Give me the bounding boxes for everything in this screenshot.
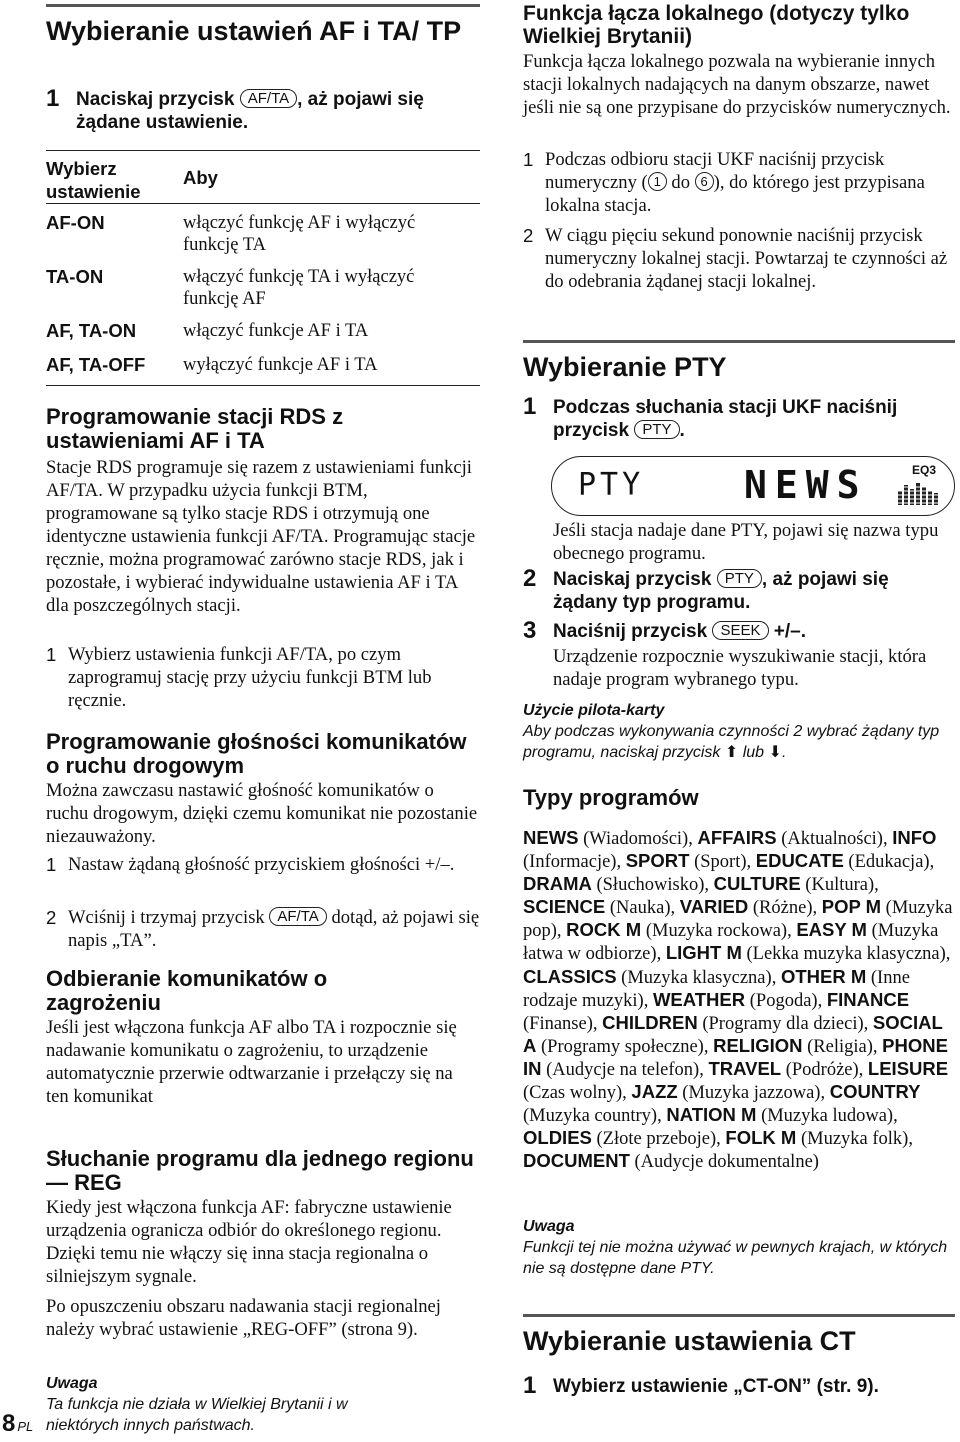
program-type-code: OTHER M [780, 965, 867, 987]
program-type-code: SOCIAL A [523, 1011, 943, 1056]
step-number: 2 [46, 907, 57, 928]
note-text: Ta funkcja nie działa w Wielkiej Brytanii i w niektórych innych państwach. [46, 1396, 348, 1434]
lcd-eq-label: EQ3 [911, 463, 936, 477]
step-number: 2 [523, 225, 534, 246]
program-type-code: VARIED [679, 896, 749, 918]
program-type-item [680, 898, 813, 918]
program-type-description: (Różne) [752, 898, 813, 919]
volume-step-1 [46, 853, 480, 876]
program-type-description: (Programy dla dzieci) [702, 1013, 864, 1034]
step-number: 2 [523, 565, 537, 592]
heading-emergency: Odbieranie komunikatów o zagrożeniu [46, 966, 328, 1015]
program-type-code: LEISURE [867, 1057, 949, 1079]
program-type-code: INFO [892, 827, 937, 848]
heading-program-types: Typy programów [523, 785, 699, 810]
program-type-code: WEATHER [652, 988, 746, 1010]
program-type-description: (Złote przeboje) [596, 1129, 717, 1150]
program-type-description: (Słuchowisko) [596, 875, 705, 896]
step-text: W ciągu pięciu sekund ponownie naciśnij przycisk numeryczny lokalnej stacji. Powtarzaj te czynności aż do odebrania żądanej stacji lokalnej. [545, 225, 948, 292]
setting-key: TA-ON [46, 265, 104, 287]
program-type-code: DOCUMENT [523, 1150, 630, 1172]
program-type-description: (Podróże) [785, 1059, 859, 1080]
table-row [46, 348, 480, 386]
program-type-code: JAZZ [631, 1081, 678, 1103]
paragraph-volume: Można zawczasu nastawić głośność komunikatów o ruchu drogowym, dzięki czemu komunikat nie pozostanie niezauważony. [46, 780, 478, 847]
setting-key: AF-ON [46, 212, 105, 233]
number-1-button-icon: 1 [648, 172, 667, 191]
program-type-item [523, 829, 688, 849]
setting-key: AF, TA-ON [46, 319, 137, 341]
program-type-code: FINANCE [826, 988, 910, 1010]
step-number: 1 [46, 854, 57, 875]
step-text-mid: do [666, 172, 695, 193]
program-type-item [697, 829, 883, 849]
program-types-list: NEWS (Wiadomości), AFFAIRS (Aktualności), INFO (Informacje), SPORT (Sport), EDUCATE (Edukacja), DRAMA (Słuchowisko), CULTURE (Kultura), SCIENCE (Nauka), VARIED (Różne), POP M (Muzyka pop), ROCK M (Muzyka rockowa), EASY M (Muzyka łatwa w odbiorze), LIGHT M (Lekka muzyka klasyczna), CLASSICS (Muzyka klasyczna), OTHER M (Inne rodzaje muzyki), WEATHER (Pogoda), FINANCE (Finanse), CHILDREN (Programy dla dzieci), SOCIAL A (Programy społeczne), RELIGION (Religia), PHONE IN (Audycje na telefon), TRAVEL (Podróże), LEISURE (Czas wolny), JAZZ (Muzyka jazzowa), COUNTRY (Muzyka country), NATION M (Muzyka ludowa), OLDIES (Złote przeboje), FOLK M (Muzyka folk), DOCUMENT (Audycje dokumentalne) [523, 827, 953, 1173]
remote-text-or: lub [742, 744, 765, 761]
program-type-code: DRAMA [523, 873, 592, 895]
step-number: 1 [523, 149, 534, 170]
pty-step-1 [523, 393, 955, 442]
program-type-description: (Muzyka łatwa w odbiorze) [523, 921, 939, 965]
rds-step-1 [46, 643, 480, 712]
program-type-item [523, 875, 704, 895]
volume-step-2 [46, 906, 480, 952]
program-type-code: NATION M [666, 1104, 757, 1126]
step-number: 1 [46, 644, 57, 665]
lcd-display [551, 456, 955, 516]
program-type-code: CHILDREN [602, 1011, 698, 1033]
pty-step-2 [523, 565, 955, 614]
remote-heading: Użycie pilota-karty [523, 702, 665, 719]
table-row [46, 204, 480, 260]
program-type-code: SCIENCE [523, 896, 606, 918]
step-number: 3 [523, 617, 537, 644]
pty-step-1-explanation: Jeśli stacja nadaje dane PTY, pojawi się nazwa typu obecnego programu. [553, 520, 939, 564]
program-type-code: ROCK M [566, 919, 642, 941]
program-type-description: (Pogoda) [749, 990, 818, 1011]
program-type-description: (Informacje) [523, 852, 617, 873]
program-type-code: EASY M [796, 919, 867, 941]
page-number-value: 8 [2, 1410, 16, 1437]
program-type-description: (Czas wolny) [523, 1083, 623, 1104]
program-type-description: (Inne rodzaje muzyki) [523, 967, 910, 1011]
step-text: Wybierz ustawienia funkcji AF/TA, po czym zaprogramuj stację przy użyciu funkcji BTM lub ręcznie. [68, 644, 432, 711]
program-type-code: SPORT [625, 850, 690, 872]
program-type-item [523, 898, 670, 918]
program-type-item [566, 921, 787, 941]
heading-rds-programming: Programowanie stacji RDS z ustawieniami AF i TA [46, 404, 344, 453]
program-type-item [713, 1034, 873, 1057]
section-title-af-ta: Wybieranie ustawień AF i TA/ TP [46, 4, 480, 45]
step-number: 1 [46, 85, 60, 112]
program-type-item [626, 852, 747, 872]
program-type-description: (Aktualności) [781, 829, 883, 849]
page-number [2, 1410, 33, 1438]
program-type-description: (Wiadomości) [583, 829, 689, 849]
af-ta-button-icon: AF/TA [269, 907, 326, 926]
program-type-description: (Edukacja) [848, 852, 930, 873]
pty-button-icon: PTY [717, 569, 762, 588]
step-number: 1 [523, 1372, 537, 1399]
lcd-display-label: PTY [578, 466, 645, 503]
step-text: Nastaw żądaną głośność przyciskiem głośności +/–. [68, 854, 455, 875]
note-heading: Uwaga [46, 1375, 98, 1392]
program-type-code: NEWS [523, 827, 579, 848]
program-type-code: LIGHT M [665, 942, 742, 964]
program-type-description: (Audycje dokumentalne) [634, 1152, 819, 1173]
seek-button-icon: SEEK [712, 621, 768, 640]
program-type-description: (Muzyka jazzowa) [682, 1083, 821, 1104]
step-text-pre: Naciskaj przycisk [76, 89, 235, 110]
step-text-post: , aż pojawi się żądany typ programu. [553, 569, 889, 613]
program-type-description: (Muzyka folk) [800, 1129, 909, 1150]
number-6-button-icon: 6 [695, 172, 714, 191]
program-type-code: TRAVEL [708, 1057, 782, 1079]
step-text-pre: Naciśnij przycisk [553, 621, 708, 642]
program-type-item [714, 875, 874, 895]
step-text-pre: Wciśnij i trzymaj przycisk [68, 907, 265, 928]
step-number: 1 [523, 393, 537, 420]
heading-volume: Programowanie głośności komunikatów o ruchu drogowym [46, 729, 467, 778]
program-type-code: FOLK M [725, 1127, 797, 1149]
local-step-2 [523, 224, 955, 293]
table-header-purpose: Aby [183, 167, 218, 188]
program-type-description: (Lekka muzyka klasyczna) [746, 944, 946, 965]
program-type-item [523, 965, 772, 988]
setting-key: AF, TA-OFF [46, 353, 146, 375]
step-text-post: , aż pojawi się żądane ustawienie. [76, 89, 424, 133]
program-type-item [523, 1129, 716, 1149]
step-text-pre: Podczas odbioru stacji UKF naciśnij przycisk numeryczny ( [545, 149, 885, 193]
program-type-description: (Nauka) [609, 898, 671, 919]
program-type-item [631, 1083, 820, 1103]
ct-step-1 [523, 1372, 955, 1399]
setting-value: włączyć funkcję TA i wyłączyć funkcję AF [183, 266, 415, 309]
paragraph-emergency: Jeśli jest włączona funkcja AF albo TA i rozpocznie się nadawanie komunikatu o zagrożeniu, to urządzenie automatycznie przerwie odtwarzanie i przełączy się na ten komunikat [46, 1017, 457, 1107]
program-type-description: (Sport) [694, 852, 747, 873]
program-type-code: CLASSICS [523, 965, 617, 987]
program-type-description: (Programy społeczne) [541, 1036, 704, 1057]
up-arrow-icon: ⬆ [724, 744, 739, 761]
table-header-row [46, 151, 480, 204]
program-type-code: POP M [821, 896, 882, 918]
equalizer-icon [898, 481, 938, 505]
local-step-1 [523, 148, 955, 217]
program-type-description: (Muzyka rockowa) [645, 921, 788, 942]
pty-button-icon: PTY [634, 420, 679, 439]
program-type-code: OLDIES [523, 1127, 592, 1149]
paragraph-reg-2: Po opuszczeniu obszaru nadawania stacji regionalnej należy wybrać ustawienie „REG-OFF” (strona 9). [46, 1296, 441, 1340]
step-text-post: . [679, 420, 685, 441]
program-type-item [523, 1152, 819, 1172]
heading-reg: Słuchanie programu dla jednego regionu — REG [46, 1146, 474, 1195]
step-text-pre: Naciskaj przycisk [553, 569, 712, 590]
step-text-post: ), do którego jest przypisana lokalna stacja. [545, 172, 925, 216]
paragraph-rds: Stacje RDS programuje się razem z ustawieniami funkcji AF/TA. W przypadku użycia funkcji BTM, programowane są tylko stacje RDS i otrzymują one identyczne ustawienia funkcji AF/TA. Programując stacje ręcznie, można programować zarówno stacje RDS, jak i pozostałe, i wybierać indywidualne ustawienia AF i TA dla poszczególnych stacji. [46, 457, 476, 616]
program-type-code: CULTURE [713, 873, 801, 895]
program-type-item [725, 1129, 908, 1149]
pty-step-3 [523, 617, 955, 644]
program-type-description: (Muzyka country) [523, 1106, 658, 1127]
table-row [46, 260, 480, 316]
setting-value: włączyć funkcje AF i TA [183, 320, 369, 341]
step-text-pre: Podczas słuchania stacji UKF naciśnij przycisk [553, 397, 898, 441]
program-type-code: EDUCATE [755, 850, 844, 872]
program-type-item [708, 1057, 859, 1080]
note-text: Funkcji tej nie można używać w pewnych krajach, w których nie są dostępne dane PTY. [523, 1239, 948, 1277]
program-type-item [666, 1106, 893, 1126]
paragraph-reg-1: Kiedy jest włączona funkcja AF: fabryczne ustawienie urządzenia ogranicza odbiór do określonego regionu. Dzięki temu nie włączy się inna stacja regionalna o silniejszym sygnale. [46, 1197, 452, 1287]
program-type-code: RELIGION [713, 1034, 803, 1056]
program-type-item [756, 852, 930, 872]
program-type-description: (Muzyka pop) [523, 898, 953, 942]
program-type-description: (Finanse) [523, 1013, 593, 1034]
setting-value: włączyć funkcję AF i wyłączyć funkcję TA [183, 213, 416, 255]
page-language: PL [17, 1419, 34, 1434]
section-title-ct: Wybieranie ustawienia CT [523, 1314, 955, 1355]
program-type-item [666, 944, 946, 964]
table-row [46, 316, 480, 348]
program-type-code: AFFAIRS [697, 827, 777, 848]
af-ta-button-icon: AF/TA [240, 89, 297, 108]
program-type-code: COUNTRY [829, 1081, 921, 1103]
table-header-setting: Wybierz ustawienie [46, 158, 141, 202]
heading-local-link: Funkcja łącza lokalnego (dotyczy tylko Wielkiej Brytanii) [523, 2, 910, 48]
program-type-description: (Muzyka klasyczna) [621, 967, 772, 988]
program-type-item [652, 988, 818, 1011]
down-arrow-icon: ⬇ [768, 744, 782, 761]
program-type-description: (Muzyka ludowa) [761, 1106, 894, 1127]
step-text-post: +/–. [773, 621, 807, 642]
program-type-item [602, 1011, 864, 1034]
program-type-description: (Religia) [807, 1036, 873, 1057]
pty-step-3-explanation: Urządzenie rozpocznie wyszukiwanie stacji, która nadaje program wybranego typu. [553, 646, 927, 690]
step-1-af-ta [46, 85, 480, 134]
remote-text: Aby podczas wykonywania czynności 2 wybrać żądany typ programu, naciskaj przycisk ⬆ lub ⬇. [523, 723, 940, 761]
paragraph-local-link: Funkcja łącza lokalnego pozwala na wybieranie innych stacji lokalnych nadających na danym obszarze, nawet jeśli nie są one przypisane do przycisków numerycznych. [523, 51, 951, 118]
step-text: Wybierz ustawienie „CT-ON” (str. 9). [553, 1376, 879, 1397]
settings-table [46, 150, 480, 386]
lcd-display-program: NEWS [744, 463, 868, 507]
program-type-code: PHONE IN [523, 1034, 948, 1079]
program-type-description: (Audycje na telefon) [546, 1059, 700, 1080]
setting-value: wyłączyć funkcje AF i TA [183, 354, 378, 375]
step-text-post: dotąd, aż pojawi się napis „TA”. [68, 907, 480, 951]
remote-text-body: Aby podczas wykonywania czynności 2 wybrać żądany typ programu, naciskaj przycisk [523, 723, 940, 761]
program-type-description: (Kultura) [805, 875, 875, 896]
section-title-pty: Wybieranie PTY [523, 340, 955, 381]
note-heading: Uwaga [523, 1218, 575, 1235]
